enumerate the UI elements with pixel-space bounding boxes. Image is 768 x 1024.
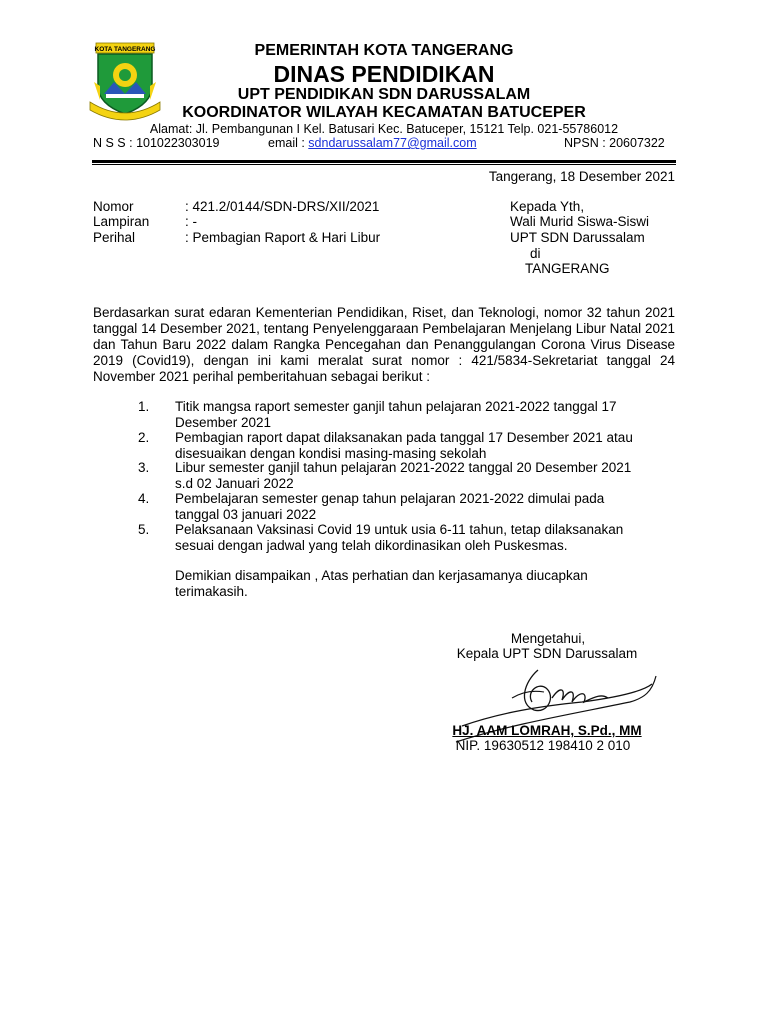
recipient-line: Kepada Yth, [510, 199, 585, 214]
header-address: Alamat: Jl. Pembangunan I Kel. Batusari Kec. Batuceper, 15121 Telp. 021-55786012 [149, 122, 619, 136]
list-item-line: tanggal 03 januari 2022 [175, 506, 317, 522]
header-divider-thin [92, 164, 676, 165]
lampiran-value: : - [185, 214, 197, 229]
list-item [175, 491, 675, 522]
signer-position: Kepala UPT SDN Darussalam [456, 646, 638, 661]
header-npsn: NPSN : 20607322 [564, 136, 665, 150]
perihal-label: Perihal [93, 230, 136, 245]
recipient-city: TANGERANG [525, 261, 610, 276]
list-item [175, 399, 675, 430]
signer-nip: NIP. 19630512 198410 2 010 [455, 738, 631, 753]
list-item-line: Pembagian raport dapat dilaksanakan pada tanggal 17 Desember 2021 atau [175, 430, 633, 445]
svg-text:KOTA TANGERANG: KOTA TANGERANG [94, 46, 156, 53]
list-item-line: disesuaikan dengan kondisi masing-masing sekolah [175, 445, 487, 461]
list-item-line: Titik mangsa raport semester ganjil tahun pelajaran 2021-2022 tanggal 17 [175, 399, 617, 414]
list-item [175, 522, 675, 553]
list-item-line: Pelaksanaan Vaksinasi Covid 19 untuk usia 6-11 tahun, tetap dilaksanakan [175, 522, 624, 537]
header-school: UPT PENDIDIKAN SDN DARUSSALAM [237, 86, 531, 103]
intro-paragraph: Berdasarkan surat edaran Kementerian Pendidikan, Riset, dan Teknologi, nomor 32 tahun 2021 tanggal 14 Desember 2021, tentang Penyelenggaraan Pembelajaran Menjelang Libur Natal 2021 dan Tahun Baru 2022 dalam Rangka Pencegahan dan Penanggulangan Corona Virus Disease 2019 (Covid19), dengan ini kami meralat surat nomor : 421/5834-Sekretariat tanggal 24 November 2021 perihal pemberitahuan sebagai berikut : [93, 305, 675, 384]
closing-paragraph [175, 568, 645, 599]
header-divider [92, 160, 676, 163]
closing-line: Demikian disampaikan , Atas perhatian dan kerjasamanya diucapkan [175, 568, 588, 583]
recipient-line: Wali Murid Siswa-Siswi [510, 214, 650, 229]
nomor-value: : 421.2/0144/SDN-DRS/XII/2021 [185, 199, 380, 214]
header-nss: N S S : 101022303019 [93, 136, 220, 150]
lampiran-label: Lampiran [93, 214, 150, 229]
list-item-line: Desember 2021 [175, 414, 272, 430]
list-item [175, 430, 675, 461]
recipient-line: di [530, 246, 541, 261]
nomor-label: Nomor [93, 199, 134, 214]
header-government: PEMERINTAH KOTA TANGERANG [254, 42, 514, 59]
list-number: 2. [138, 430, 150, 445]
list-item-line: Pembelajaran semester genap tahun pelajaran 2021-2022 dimulai pada [175, 491, 605, 506]
recipient-line: UPT SDN Darussalam [510, 230, 645, 245]
header-region: KOORDINATOR WILAYAH KECAMATAN BATUCEPER [182, 104, 586, 121]
acknowledged-label: Mengetahui, [510, 631, 586, 646]
email-link[interactable]: sdndarussalam77@gmail.com [308, 136, 477, 150]
list-item-line: sesuai dengan jadwal yang telah dikordinasikan oleh Puskesmas. [175, 537, 568, 553]
signer-name: HJ. AAM LOMRAH, S.Pd., MM [452, 723, 642, 738]
list-number: 4. [138, 491, 150, 506]
list-item-line: s.d 02 Januari 2022 [175, 475, 294, 491]
header-email-line [268, 136, 477, 151]
letter-date: Tangerang, 18 Desember 2021 [488, 169, 675, 184]
perihal-value: : Pembagian Raport & Hari Libur [185, 230, 381, 245]
email-label: email : [268, 136, 309, 150]
list-number: 3. [138, 460, 150, 475]
header-agency: DINAS PENDIDIKAN [273, 61, 495, 87]
closing-line: terimakasih. [175, 583, 248, 599]
list-number: 5. [138, 522, 150, 537]
list-number: 1. [138, 399, 150, 414]
list-item-line: Libur semester ganjil tahun pelajaran 2021-2022 tanggal 20 Desember 2021 [175, 460, 632, 475]
list-item [175, 460, 675, 491]
